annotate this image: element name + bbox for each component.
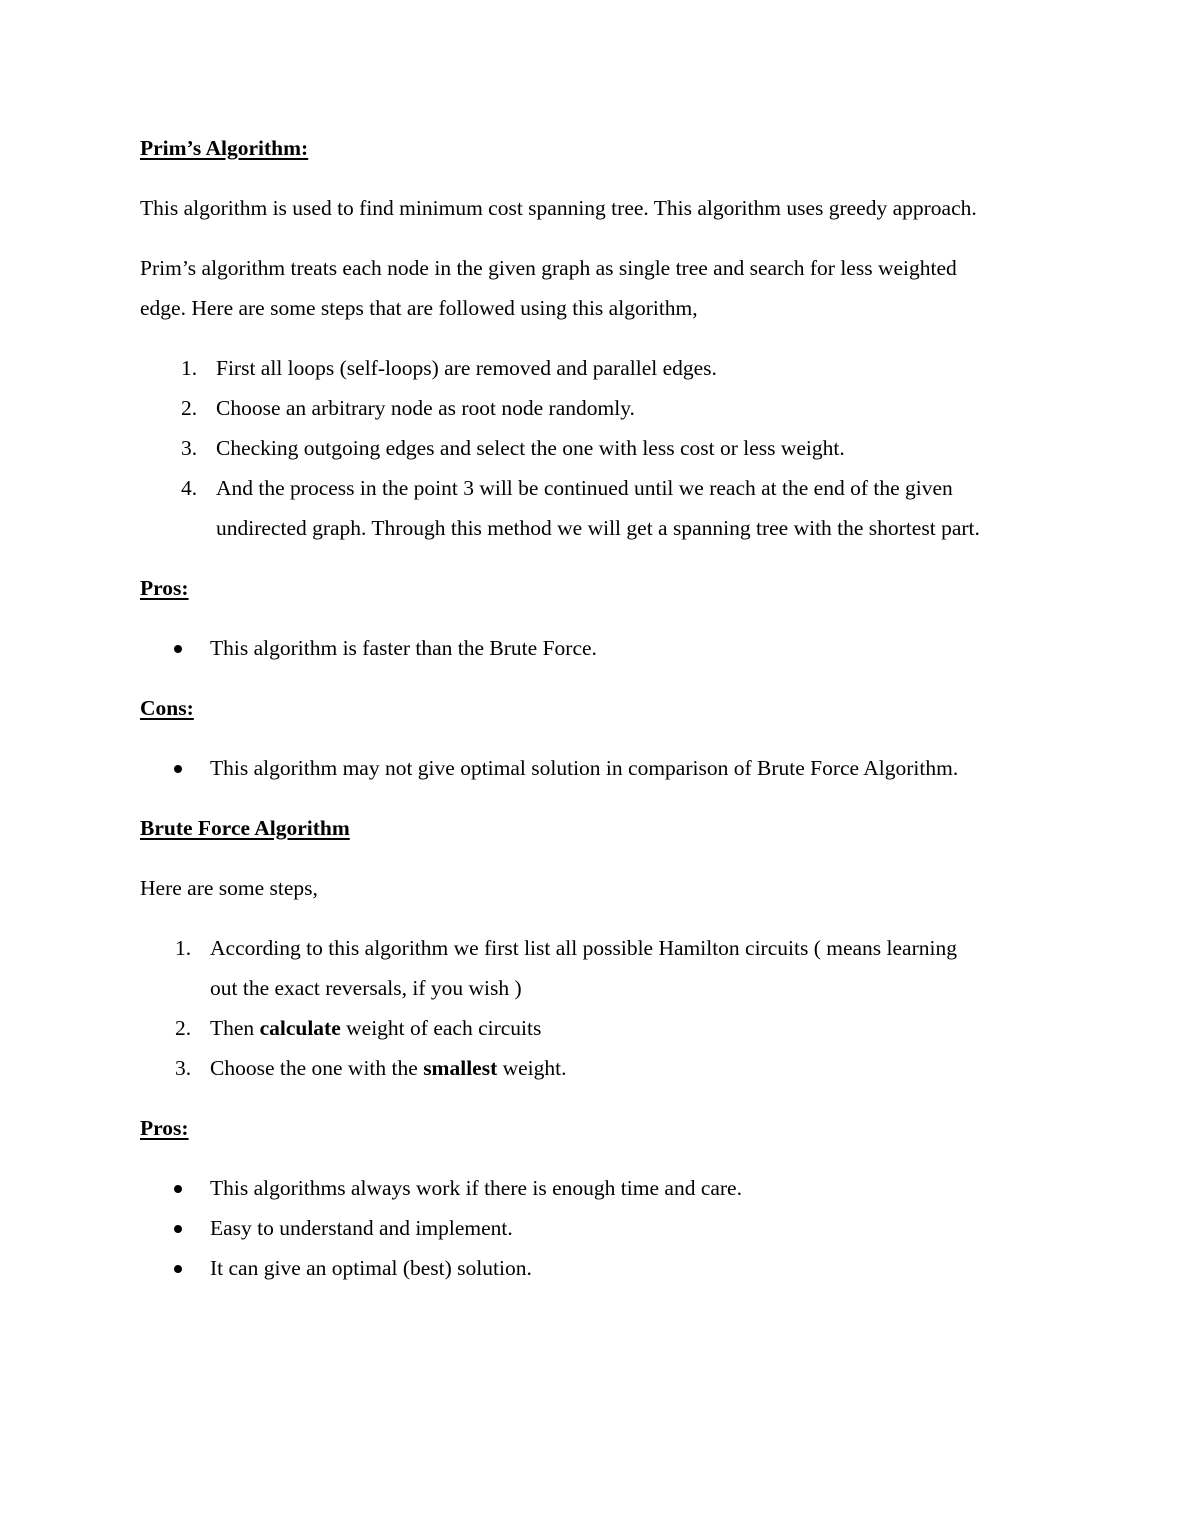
list-item — [140, 468, 1060, 548]
list-item-text: Choose an arbitrary node as root node randomly. — [216, 396, 635, 420]
brute-pros-list — [140, 1168, 1060, 1288]
list-item — [140, 628, 1060, 668]
bullet-icon — [174, 765, 182, 773]
list-item-text: It can give an optimal (best) solution. — [210, 1256, 532, 1280]
list-item-text-continued: out the exact reversals, if you wish ) — [210, 976, 522, 1000]
prims-steps-list — [140, 348, 1060, 548]
bullet-icon — [174, 645, 182, 653]
prims-intro: This algorithm is used to find minimum cost spanning tree. This algorithm uses greedy approach. — [140, 196, 977, 220]
prims-cons-heading: Cons: — [140, 696, 194, 720]
list-item-text: According to this algorithm we first list all possible Hamilton circuits ( means learning — [210, 936, 957, 960]
list-item-text-pre: Choose the one with the — [210, 1056, 424, 1080]
list-number: 2. — [175, 1016, 192, 1040]
list-item-text: First all loops (self-loops) are removed and parallel edges. — [216, 356, 717, 380]
list-item-text: Easy to understand and implement. — [210, 1216, 513, 1240]
list-number: 3. — [175, 1056, 192, 1080]
list-item — [140, 388, 1060, 428]
list-item-text-pre: Then — [210, 1016, 260, 1040]
brute-pros-heading: Pros: — [140, 1116, 189, 1140]
list-item-text: This algorithm is faster than the Brute Force. — [210, 636, 597, 660]
brute-steps-list — [140, 928, 1060, 1088]
prims-heading: Prim’s Algorithm: — [140, 136, 309, 160]
list-number: 1. — [175, 936, 192, 960]
prims-pros-heading: Pros: — [140, 576, 189, 600]
list-item — [140, 928, 1060, 1008]
prims-desc-line1: Prim’s algorithm treats each node in the given graph as single tree and search for less weighted — [140, 256, 957, 280]
document-page — [140, 128, 1060, 1288]
list-item-text-post: weight of each circuits — [340, 1016, 542, 1040]
list-item — [140, 1048, 1060, 1088]
brute-intro: Here are some steps, — [140, 876, 318, 900]
bullet-icon — [174, 1265, 182, 1273]
bullet-icon — [174, 1185, 182, 1193]
list-item-text: This algorithms always work if there is enough time and care. — [210, 1176, 742, 1200]
list-item — [140, 1008, 1060, 1048]
list-item — [140, 428, 1060, 468]
list-item — [140, 1168, 1060, 1208]
prims-desc-line2: edge. Here are some steps that are followed using this algorithm, — [140, 296, 698, 320]
list-number: 3. — [181, 436, 198, 460]
list-item-text-continued: undirected graph. Through this method we will get a spanning tree with the shortest part. — [216, 516, 980, 540]
prims-cons-list — [140, 748, 1060, 788]
list-number: 4. — [181, 476, 198, 500]
list-item-text: This algorithm may not give optimal solution in comparison of Brute Force Algorithm. — [210, 756, 959, 780]
list-item-text-bold: calculate — [259, 1016, 341, 1040]
list-item-text: And the process in the point 3 will be continued until we reach at the end of the given — [216, 476, 953, 500]
list-item — [140, 748, 1060, 788]
list-item-text-post: weight. — [497, 1056, 567, 1080]
list-number: 1. — [181, 356, 198, 380]
list-item — [140, 348, 1060, 388]
list-number: 2. — [181, 396, 198, 420]
prims-pros-list — [140, 628, 1060, 668]
list-item-text: Checking outgoing edges and select the one with less cost or less weight. — [216, 436, 845, 460]
list-item — [140, 1208, 1060, 1248]
list-item — [140, 1248, 1060, 1288]
bullet-icon — [174, 1225, 182, 1233]
brute-heading: Brute Force Algorithm — [140, 816, 350, 840]
list-item-text-bold: smallest — [423, 1056, 498, 1080]
